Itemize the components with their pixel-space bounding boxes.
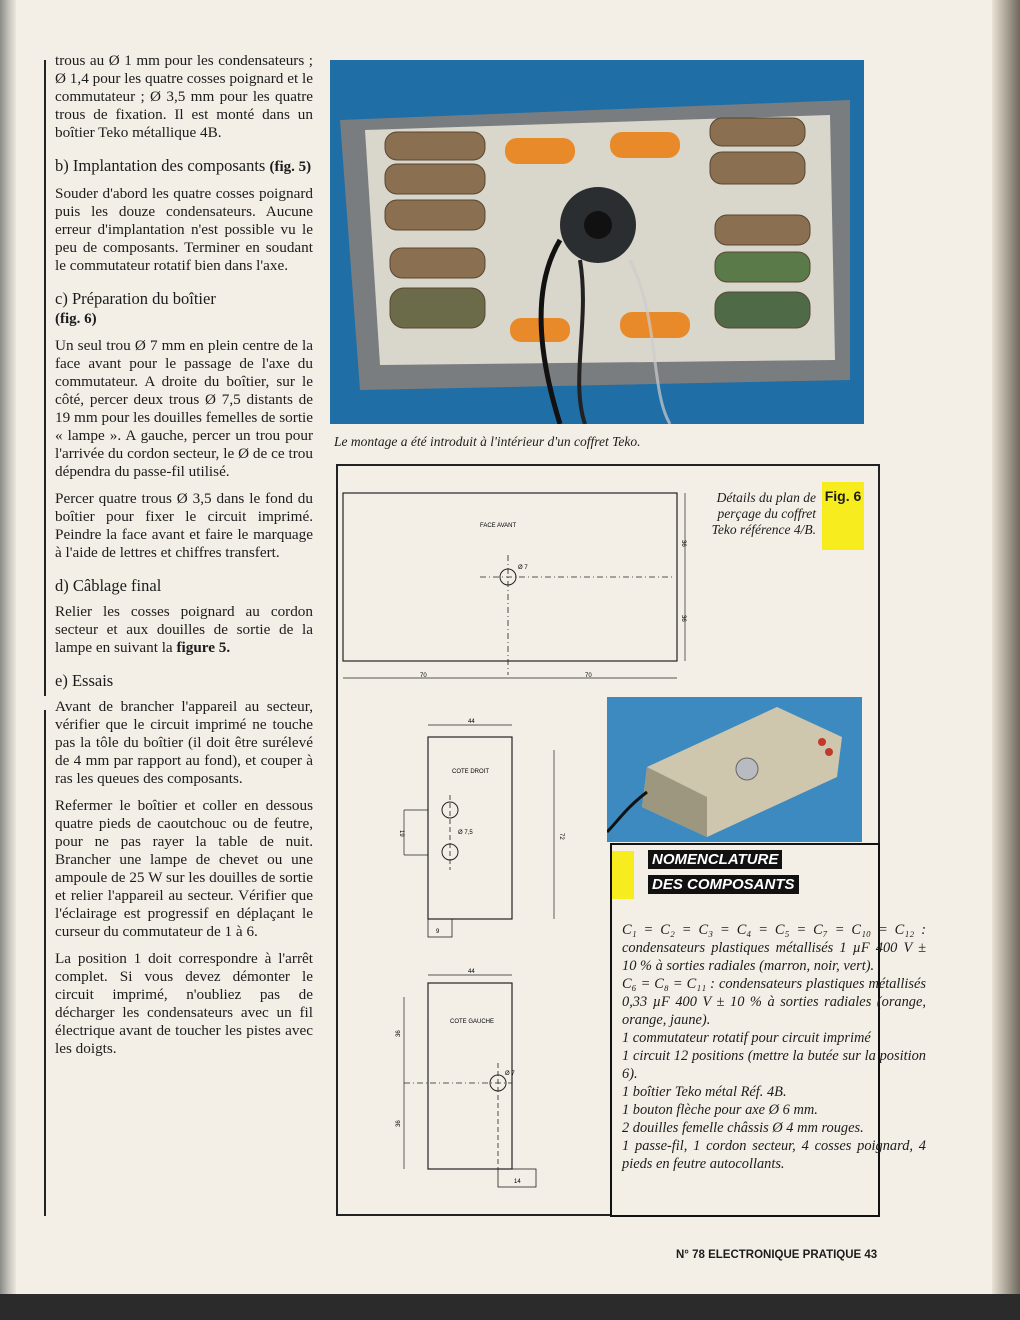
page-footer: N° 78 ELECTRONIQUE PRATIQUE 43 bbox=[676, 1249, 878, 1261]
front-dim-right: 70 bbox=[585, 673, 592, 679]
left-side-dim-top: 36 bbox=[396, 1030, 402, 1037]
nomenclature-item: 1 bouton flèche pour axe Ø 6 mm. bbox=[622, 1102, 818, 1118]
front-hole-label: Ø 7 bbox=[518, 565, 528, 571]
nomenclature-accent-bar bbox=[612, 851, 634, 899]
scan-bottom-strip bbox=[0, 1294, 1020, 1320]
section-d-heading: d) Câblage final bbox=[55, 576, 162, 595]
nomenclature-item: 2 douilles femelle châssis Ø 4 mm rouges. bbox=[622, 1120, 864, 1136]
nomenclature-item: 1 circuit 12 positions (mettre la butée sur la position 6). bbox=[622, 1048, 926, 1082]
nomenclature-title-1: NOMENCLATURE bbox=[648, 850, 782, 869]
section-d-text: Relier les cosses poignard au cordon secteur et aux douilles de sortie de la lampe en suivant la figure 5. bbox=[55, 603, 313, 656]
intro-paragraph: trous au Ø 1 mm pour les condensateurs ; Ø 1,4 pour les quatre cosses poignard et le commutateur ; Ø 3,5 mm pour les quatre trous de fixation. Il est monté dans un boîtier Teko métallique 4B. bbox=[55, 52, 313, 141]
right-side-drawing bbox=[390, 715, 570, 945]
front-dim-top: 36 bbox=[680, 540, 686, 547]
section-c-heading: c) Préparation du boîtier (fig. 6) bbox=[55, 289, 216, 327]
nomenclature-item: 1 passe-fil, 1 cordon secteur, 4 cosses poignard, 4 pieds en feutre autocollants. bbox=[622, 1138, 926, 1172]
front-face-drawing bbox=[340, 485, 690, 685]
nomenclature-box bbox=[610, 843, 926, 1217]
right-side-offset: 9 bbox=[436, 929, 440, 935]
figure-description: Détails du plan de perçage du coffret Teko référence 4/B. bbox=[711, 490, 816, 537]
section-b-text: Souder d'abord les quatre cosses poignard puis les douze condensateurs. Aucune erreur d'implantation n'est possible vu le peu de composants. Terminer en soudant le commutateur rotatif bien dans l'axe. bbox=[55, 185, 313, 274]
figure-tag: Fig. 6 bbox=[822, 482, 864, 550]
nomenclature-item: C₆ = C₈ = C₁₁ : condensateurs plastiques métallisés 0,33 µF 400 V ± 10 % à sorties radiales (orange, orange, jaune). bbox=[622, 976, 926, 1028]
front-face-label: FACE AVANT bbox=[480, 523, 517, 529]
nomenclature-item: C₁ = C₂ = C₃ = C₄ = C₅ = C₇ = C₁₀ = C₁₂ : condensateurs plastiques métallisés 1 µF 400 V ± 10 % à sorties radiales (marron, noir, vert). bbox=[622, 922, 926, 974]
left-side-hole: Ø 7 bbox=[505, 1071, 515, 1077]
section-e-text-3: La position 1 doit correspondre à l'arrêt complet. Si vous devez démonter le circuit imprimé, n'oubliez pas de décharger les condensateurs avec un fil électrique avant de toucher les pistes avec les doigts. bbox=[55, 950, 313, 1057]
left-side-label: COTE GAUCHE bbox=[450, 1019, 495, 1025]
page-binding bbox=[0, 0, 16, 1320]
section-e-text-1: Avant de brancher l'appareil au secteur, vérifier que le circuit imprimé ne touche pas la tôle du boîtier (il doit être surélevé de 4 mm par rapport au fond), et couper à ras les queues des composants. bbox=[55, 698, 313, 787]
nomenclature-item: 1 boîtier Teko métal Réf. 4B. bbox=[622, 1084, 787, 1100]
column-rule bbox=[44, 60, 46, 696]
right-side-spacing: 19 bbox=[398, 830, 404, 837]
nomenclature-item: 1 commutateur rotatif pour circuit imprimé bbox=[622, 1030, 871, 1046]
left-side-dim-bottom: 36 bbox=[396, 1120, 402, 1127]
photo-caption: Le montage a été introduit à l'intérieur d'un coffret Teko. bbox=[334, 434, 641, 449]
section-e-heading: e) Essais bbox=[55, 671, 114, 690]
left-side-offset: 14 bbox=[514, 1179, 521, 1185]
circuit-photo bbox=[330, 60, 864, 424]
text-column bbox=[55, 52, 313, 1067]
nomenclature-list bbox=[622, 921, 926, 1173]
column-rule-lower bbox=[44, 710, 46, 1216]
left-side-drawing bbox=[390, 965, 570, 1195]
front-dim-bottom: 36 bbox=[680, 615, 686, 622]
nomenclature-title-2: DES COMPOSANTS bbox=[648, 875, 799, 894]
front-dim-left: 70 bbox=[420, 673, 427, 679]
right-side-height: 72 bbox=[558, 833, 564, 840]
section-c-text-1: Un seul trou Ø 7 mm en plein centre de la face avant pour le passage de l'axe du commutateur. A droite du boîtier, sur le côté, percer deux trous Ø 7,5 distants de 19 mm pour les douilles femelles de sortie « lampe ». A gauche, percer un trou pour l'arrivée du cordon secteur, le Ø de ce trou dépendra du passe-fil utilisé. bbox=[55, 337, 313, 480]
section-e-text-2: Refermer le boîtier et coller en dessous quatre pieds de caoutchouc ou de feutre, pour ne pas rayer la table de nuit. Brancher une lampe de chevet ou une ampoule de 25 W sur les douilles de sortie et relier l'appareil au secteur. Vérifier que l'éclairage est progressif en déplaçant le curseur du commutateur de 1 à 6. bbox=[55, 797, 313, 940]
left-side-width: 44 bbox=[468, 969, 475, 975]
right-side-width: 44 bbox=[468, 719, 475, 725]
page-edge bbox=[992, 0, 1020, 1320]
section-b-heading: b) Implantation des composants (fig. 5) bbox=[55, 156, 312, 175]
section-c-text-2: Percer quatre trous Ø 3,5 dans le fond du boîtier pour fixer le circuit imprimé. Peindre la face avant et faire le marquage à l'aide de lettres et chiffres transfert. bbox=[55, 490, 313, 561]
right-side-label: COTE DROIT bbox=[452, 769, 489, 775]
right-side-hole: Ø 7,5 bbox=[458, 830, 473, 836]
finished-box-photo bbox=[607, 697, 862, 842]
